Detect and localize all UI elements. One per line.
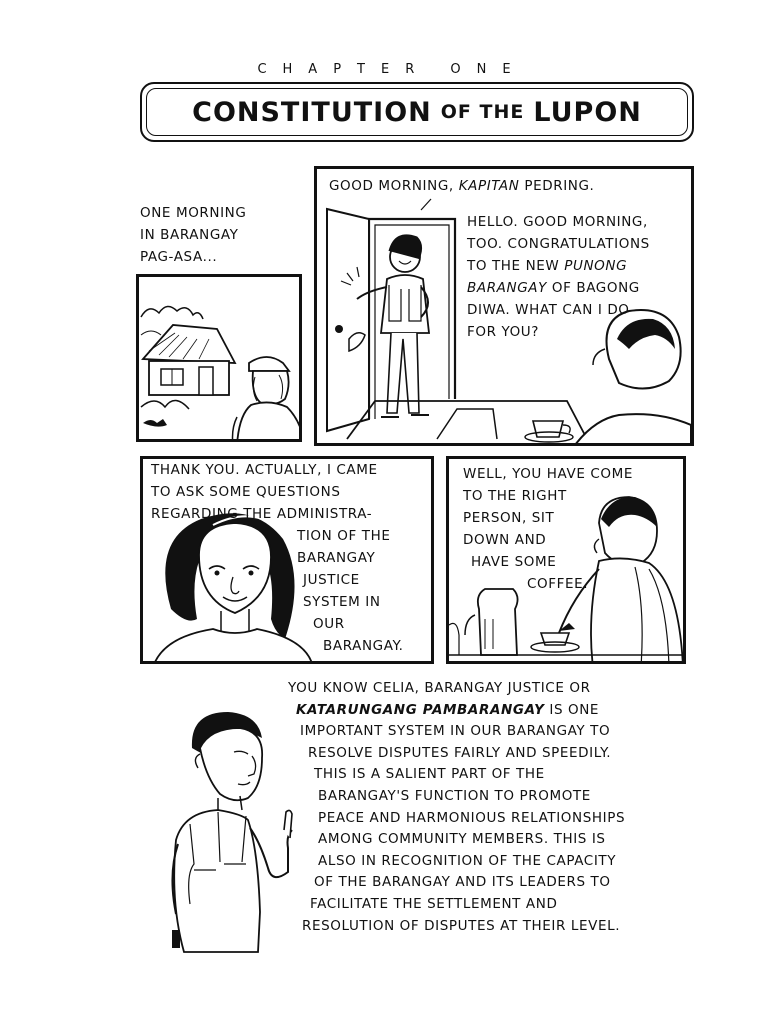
celia-line: REGARDING THE ADMINISTRA-: [151, 506, 373, 522]
celia-line: JUSTICE: [303, 572, 360, 588]
speech-coffee: [463, 463, 633, 595]
narration-term-katarungang: KATARUNGANG PAMBARANGAY: [296, 701, 545, 718]
narration-line: IMPORTANT SYSTEM IN OUR BARANGAY TO: [300, 723, 611, 740]
celia-line: TION OF THE: [297, 528, 391, 544]
reply-line: TOO. CONGRATULATIONS: [467, 236, 650, 252]
narration-text: [288, 678, 625, 937]
chapter-label: CHAPTER ONE: [257, 62, 527, 77]
speech-reply: [467, 211, 650, 343]
greeting-suffix: PEDRING.: [519, 178, 595, 194]
narration-line: THIS IS A SALIENT PART OF THE: [314, 766, 545, 783]
coffee-line: HAVE SOME: [471, 554, 557, 570]
celia-line: BARANGAY: [297, 550, 376, 566]
greeting-name: KAPITAN: [458, 178, 520, 194]
house-illustration: [139, 277, 302, 442]
greeting-prefix: GOOD MORNING,: [329, 178, 459, 194]
narration-line: RESOLVE DISPUTES FAIRLY AND SPEEDILY.: [308, 744, 612, 761]
panel-door-greeting: [314, 166, 694, 446]
caption-line: PAG-ASA...: [140, 249, 218, 265]
reply-line: FOR YOU?: [467, 324, 540, 340]
caption-line: IN BARANGAY: [140, 227, 239, 243]
reply-line: OF BAGONG: [546, 280, 640, 296]
celia-line: OUR: [313, 616, 345, 632]
speech-celia: [151, 459, 404, 657]
narration-line: RESOLUTION OF DISPUTES AT THEIR LEVEL.: [302, 917, 621, 934]
celia-line: BARANGAY.: [323, 638, 404, 654]
coffee-line: PERSON, SIT: [463, 510, 555, 526]
chapter-title: [146, 88, 688, 136]
coffee-line: COFFEE.: [527, 576, 589, 592]
narration-line: BARANGAY'S FUNCTION TO PROMOTE: [318, 787, 591, 804]
chapter-title-box: [140, 82, 694, 142]
narration-line: AMONG COMMUNITY MEMBERS. THIS IS: [318, 831, 606, 848]
speech-tail: [417, 197, 437, 211]
celia-line: TO ASK SOME QUESTIONS: [151, 484, 341, 500]
celia-line: SYSTEM IN: [303, 594, 381, 610]
narration-line: ALSO IN RECOGNITION OF THE CAPACITY: [318, 852, 617, 869]
narration-line: OF THE BARANGAY AND ITS LEADERS TO: [314, 874, 611, 891]
reply-line: TO THE NEW: [467, 258, 565, 274]
reply-term-punong: PUNONG: [564, 258, 628, 274]
coffee-line: DOWN AND: [463, 532, 547, 548]
panel-coffee: [446, 456, 686, 664]
panel-house: [136, 274, 302, 442]
panel-celia: [140, 456, 434, 664]
reply-line: DIWA. WHAT CAN I DO: [467, 302, 630, 318]
reply-line: HELLO. GOOD MORNING,: [467, 214, 648, 230]
coffee-line: WELL, YOU HAVE COME: [463, 466, 634, 482]
narration-line: PEACE AND HARMONIOUS RELATIONSHIPS: [318, 809, 626, 826]
reply-term-barangay: BARANGAY: [467, 280, 547, 296]
title-word-constitution: CONSTITUTION: [192, 96, 432, 128]
narration-line: YOU KNOW CELIA, BARANGAY JUSTICE OR: [288, 680, 591, 696]
speech-greeting: [329, 175, 594, 197]
intro-caption: [140, 202, 246, 268]
celia-line: THANK YOU. ACTUALLY, I CAME: [151, 462, 378, 478]
caption-line: ONE MORNING: [140, 205, 247, 221]
narration-line: IS ONE: [544, 701, 600, 718]
coffee-line: TO THE RIGHT: [463, 488, 567, 504]
title-word-of-the: OF THE: [440, 101, 525, 123]
kapitan-illustration: [160, 704, 300, 954]
title-word-lupon: LUPON: [533, 96, 642, 128]
narration-line: FACILITATE THE SETTLEMENT AND: [310, 895, 558, 912]
